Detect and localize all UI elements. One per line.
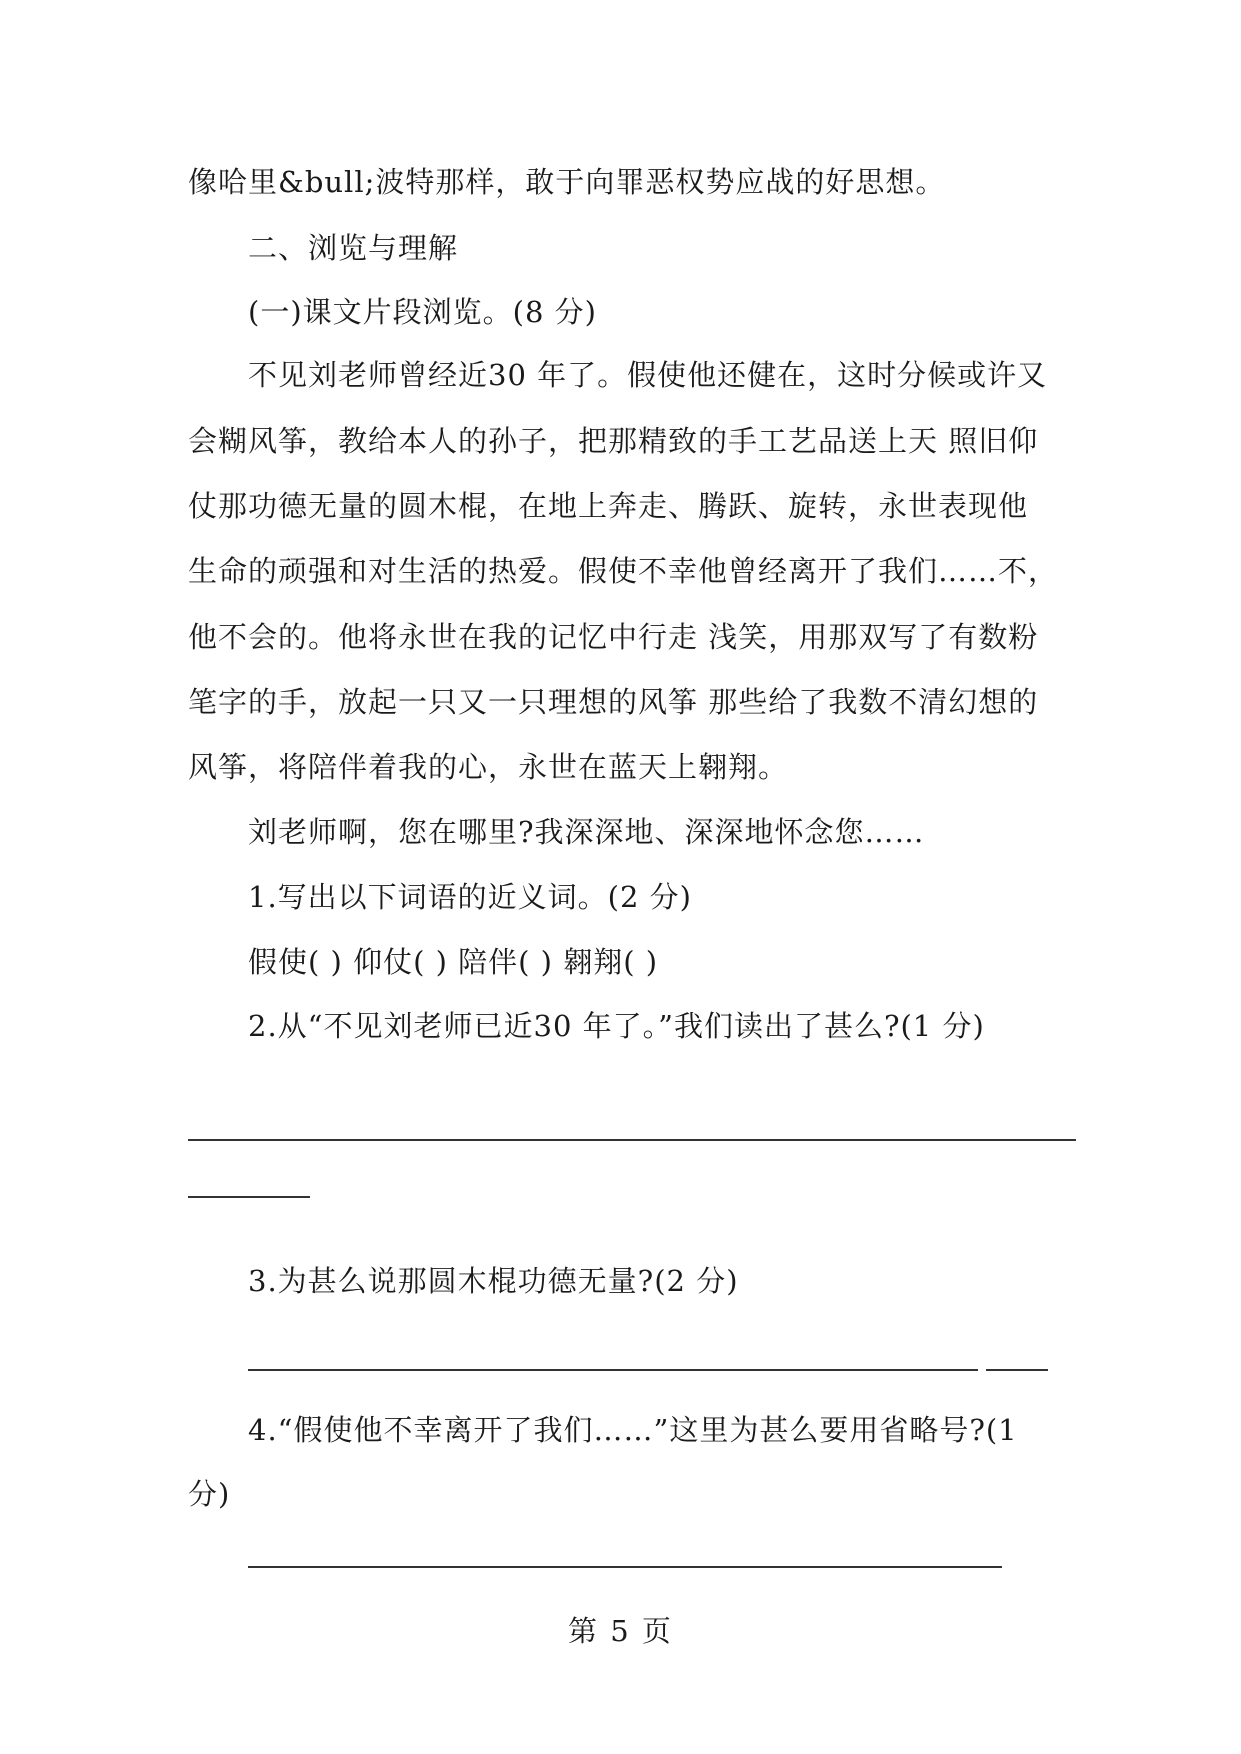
text-line-1: 像哈里&bull;波特那样，敢于向罪恶权势应战的好思想。 — [188, 165, 946, 199]
section-heading: 二、浏览与理解 — [248, 231, 459, 265]
passage-line-7: 风筝，将陪伴着我的心，永世在蓝天上翱翔。 — [188, 750, 789, 784]
page-number: 第 5 页 — [568, 1614, 673, 1648]
passage-line-4: 生命的顽强和对生活的热爱。假使不幸他曾经离开了我们……不， — [188, 554, 1059, 588]
question-4-cont: 分) — [188, 1477, 231, 1511]
answer-line-q4 — [248, 1566, 1002, 1568]
passage-line-8: 刘老师啊，您在哪里?我深深地、深深地怀念您…… — [248, 815, 925, 849]
question-1: 1.写出以下词语的近义词。(2 分) — [248, 880, 692, 914]
subsection-heading: (一)课文片段浏览。(8 分) — [248, 295, 597, 329]
question-4: 4.“假使他不幸离开了我们……”这里为甚么要用省略号?(1 — [248, 1413, 1018, 1447]
answer-line-q3a — [248, 1369, 978, 1371]
passage-line-2: 会糊风筝，教给本人的孙子，把那精致的手工艺品送上天 照旧仰 — [188, 424, 1039, 458]
question-1-blanks: 假使( ) 仰仗( ) 陪伴( ) 翱翔( ) — [248, 945, 659, 979]
answer-line-q2b — [188, 1196, 310, 1198]
passage-line-3: 仗那功德无量的圆木棍，在地上奔走、腾跃、旋转，永世表现他 — [188, 489, 1029, 523]
question-3: 3.为甚么说那圆木棍功德无量?(2 分) — [248, 1264, 739, 1298]
question-2: 2.从“不见刘老师已近30 年了。”我们读出了甚么?(1 分) — [248, 1009, 985, 1043]
passage-line-1: 不见刘老师曾经近30 年了。假使他还健在，这时分候或许又 — [248, 358, 1048, 392]
answer-line-q2a — [188, 1139, 1076, 1141]
answer-line-q3b — [986, 1369, 1048, 1371]
passage-line-5: 他不会的。他将永世在我的记忆中行走 浅笑，用那双写了有数粉 — [188, 620, 1039, 654]
passage-line-6: 笔字的手，放起一只又一只理想的风筝 那些给了我数不清幻想的 — [188, 685, 1039, 719]
